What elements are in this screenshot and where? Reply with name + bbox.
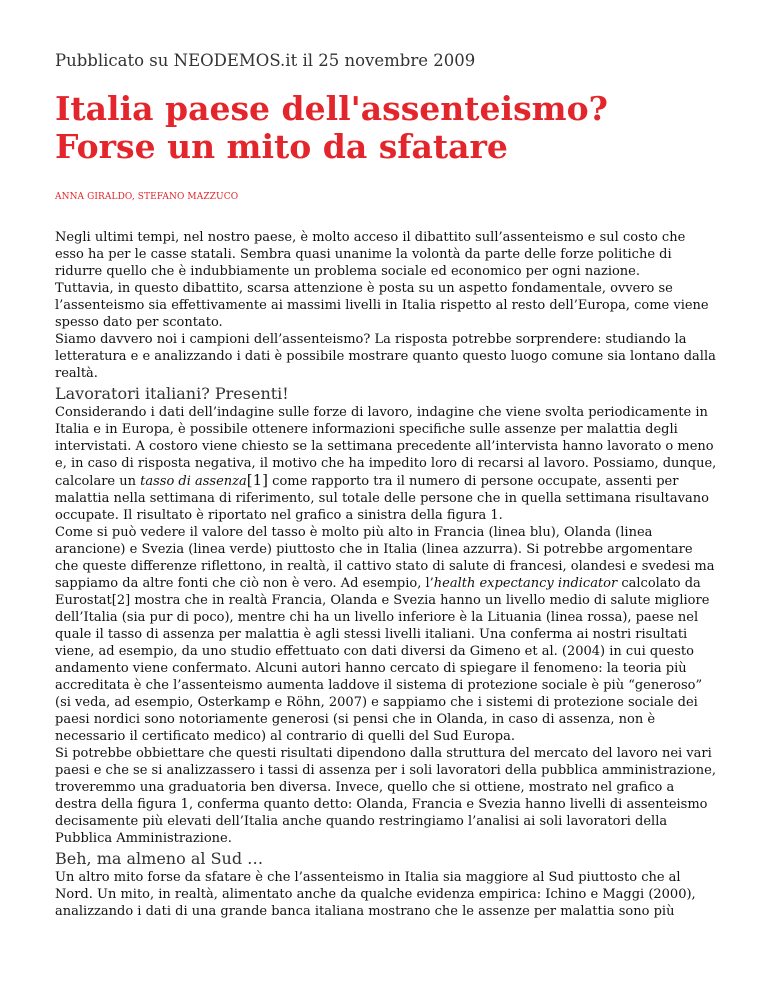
article-title bbox=[55, 90, 715, 166]
section1-p1-text-b: come rapporto tra il numero di persone occupate, assenti per malattia nella settimana di riferimento, sul totale delle persone che in quella settimana risultavano occupate. Il risultato è riportato nel grafico a sinistra della figura 1. bbox=[55, 474, 709, 523]
section-heading-sud: Beh, ma almeno al Sud … bbox=[55, 849, 264, 868]
title-line-1: Italia paese dell'assenteismo? bbox=[55, 89, 608, 128]
section1-p2-text-b: calcolato da Eurostat[2] mostra che in realtà Francia, Olanda e Svezia hanno un livello medio di salute migliore dell’Italia (sia pur di poco), mentre chi ha un livello inferiore è la Lituania (linea rossa), paese nel quale il tasso di assenza per malattia è agli stessi livelli italiani. Una conferma ai nostri risultati viene, ad esempio, da uno studio effettuato con dati diversi da Gimeno et al. (2004) in cui questo andamento viene confermato. Alcuni autori hanno cercato di spiegare il fenomeno: la teoria più accreditata è che l’assenteismo aumenta laddove il sistema di protezione sociale è più “generoso” (si veda, ad esempio, Osterkamp e Röhn, 2007) e sappiamo che i sistemi di protezione sociale dei paesi nordici sono notoriamente generosi (si pensi che in Olanda, in caso di assenza, non è necessario il certificato medico) al contrario di quelli del Sud Europa. bbox=[55, 576, 710, 744]
publication-line: Pubblicato su NEODEMOS.it il 25 novembre 2009 bbox=[55, 51, 476, 70]
section1-p2-italic: health expectancy indicator bbox=[433, 576, 618, 591]
section1-p1-italic: tasso di assenza bbox=[140, 474, 247, 489]
article-authors: ANNA GIRALDO, STEFANO MAZZUCO bbox=[55, 192, 239, 202]
section2-paragraph-1: Un altro mito forse da sfatare è che l’assenteismo in Italia sia maggiore al Sud piuttosto che al Nord. Un mito, in realtà, alimentato anche da qualche evidenza empirica: Ichino e Maggi (2000), analizzando i dati di una grande banca italiana mostrano che le assenze per malattia sono più bbox=[55, 870, 696, 919]
section1-paragraph-1 bbox=[55, 404, 717, 524]
section-heading-presenti: Lavoratori italiani? Presenti! bbox=[55, 384, 289, 403]
section1-p2-text-a: Come si può vedere il valore del tasso è molto più alto in Francia (linea blu), Olanda (linea arancione) e Svezia (linea verde) piuttosto che in Italia (linea azzurra). Si potrebbe argomentare che queste differenze riflettono, in realtà, il cattivo stato di salute di francesi, olandesi e svedesi ma sappiamo da altre fonti che ciò non è vero. Ad esempio, l’ bbox=[55, 525, 715, 591]
section1-paragraph-2 bbox=[55, 524, 717, 745]
intro-paragraph-2: Tuttavia, in questo dibattito, scarsa attenzione è posta su un aspetto fondamentale, ovvero se l’assenteismo sia effettivamente ai massimi livelli in Italia rispetto al resto dell’Europa, come viene spesso dato per scontato. bbox=[55, 281, 709, 330]
section1-p1-text-a: Considerando i dati dell’indagine sulle forze di lavoro, indagine che viene svolta periodicamente in Italia e in Europa, è possibile ottenere informazioni specifiche sulle assenze per malattia degli intervistati. A costoro viene chiesto se la settimana precedente all’intervista hanno lavorato o meno e, in caso di risposta negativa, il motivo che ha impedito loro di recarsi al lavoro. Possiamo, dunque, calcolare un bbox=[55, 405, 717, 489]
title-line-2: Forse un mito da sfatare bbox=[55, 127, 508, 166]
intro-paragraph-1: Negli ultimi tempi, nel nostro paese, è molto acceso il dibattito sull’assenteismo e sul costo che esso ha per le casse statali. Sembra quasi unanime la volontà da parte delle forze politiche di ridurre quello che è indubbiamente un problema sociale ed economico per ogni nazione. bbox=[55, 230, 686, 279]
section1-paragraph-3: Si potrebbe obbiettare che questi risultati dipendono dalla struttura del mercato del lavoro nei vari paesi e che se si analizzassero i tassi di assenza per i soli lavoratori della pubblica amministrazione, troveremmo una graduatoria ben diversa. Invece, quello che si ottiene, mostrato nel grafico a destra della figura 1, conferma quanto detto: Olanda, Francia e Svezia hanno livelli di assenteismo decisamente più elevati dell’Italia anche quando restringiamo l’analisi ai soli lavoratori della Pubblica Amministrazione. bbox=[55, 746, 716, 846]
article-body bbox=[55, 229, 717, 920]
intro-paragraph-3: Siamo davvero noi i campioni dell’assenteismo? La risposta potrebbe sorprendere: studiando la letteratura e e analizzando i dati è possibile mostrare quanto questo luogo comune sia lontano dalla realtà. bbox=[55, 332, 716, 381]
footnote-ref-1[interactable]: [1] bbox=[246, 471, 269, 489]
